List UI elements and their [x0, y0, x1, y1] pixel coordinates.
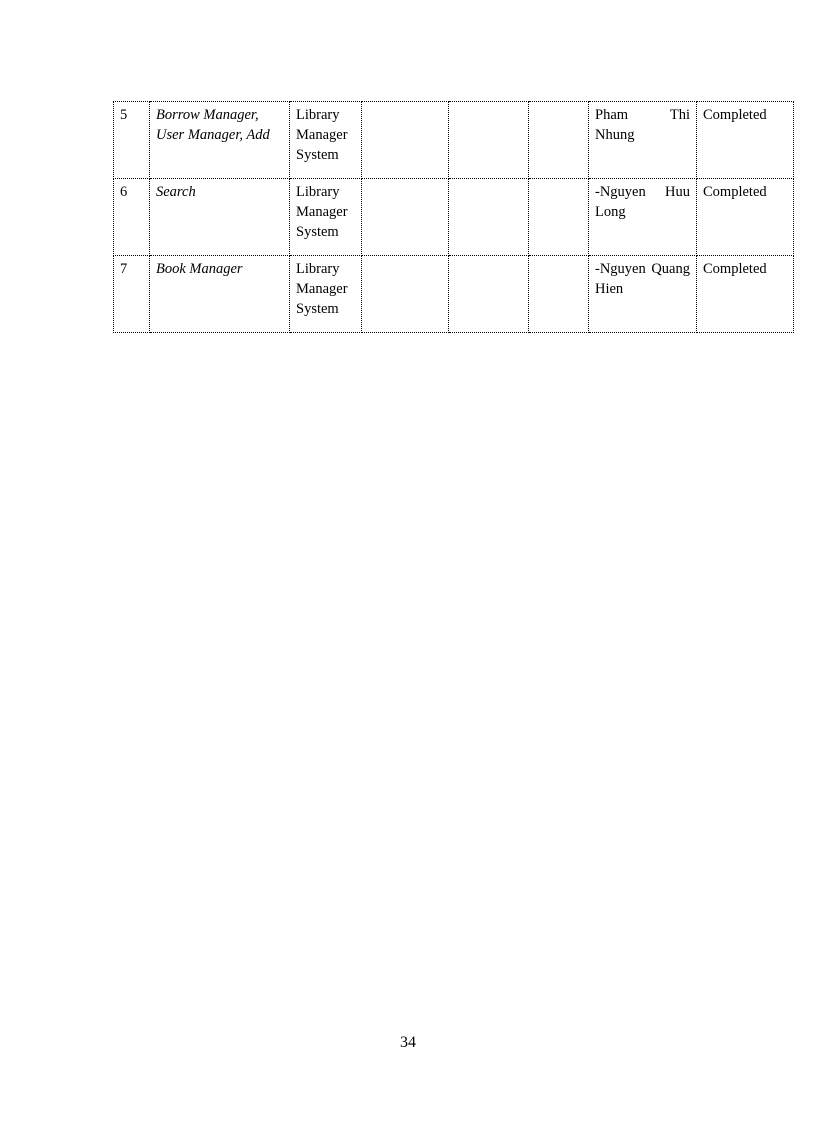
row-number-cell: 7 — [114, 256, 150, 333]
status-cell: Completed — [697, 256, 794, 333]
empty-cell — [362, 102, 449, 179]
table-row — [114, 102, 794, 179]
task-cell: Search — [150, 179, 290, 256]
empty-cell — [449, 179, 529, 256]
empty-cell — [529, 256, 589, 333]
empty-cell — [362, 179, 449, 256]
row-number-cell: 5 — [114, 102, 150, 179]
system-cell: Library Manager System — [290, 179, 362, 256]
member-cell: Pham Thi Nhung — [589, 102, 697, 179]
task-assignment-table — [113, 101, 794, 333]
task-cell: Borrow Manager, User Manager, Add — [150, 102, 290, 179]
table-row — [114, 256, 794, 333]
empty-cell — [529, 102, 589, 179]
system-cell: Library Manager System — [290, 256, 362, 333]
empty-cell — [449, 256, 529, 333]
member-cell: -Nguyen Quang Hien — [589, 256, 697, 333]
task-cell: Book Manager — [150, 256, 290, 333]
empty-cell — [529, 179, 589, 256]
table-row — [114, 179, 794, 256]
member-cell: -Nguyen Huu Long — [589, 179, 697, 256]
page-number: 34 — [400, 1034, 416, 1051]
row-number-cell: 6 — [114, 179, 150, 256]
status-cell: Completed — [697, 179, 794, 256]
empty-cell — [449, 102, 529, 179]
system-cell: Library Manager System — [290, 102, 362, 179]
status-cell: Completed — [697, 102, 794, 179]
empty-cell — [362, 256, 449, 333]
